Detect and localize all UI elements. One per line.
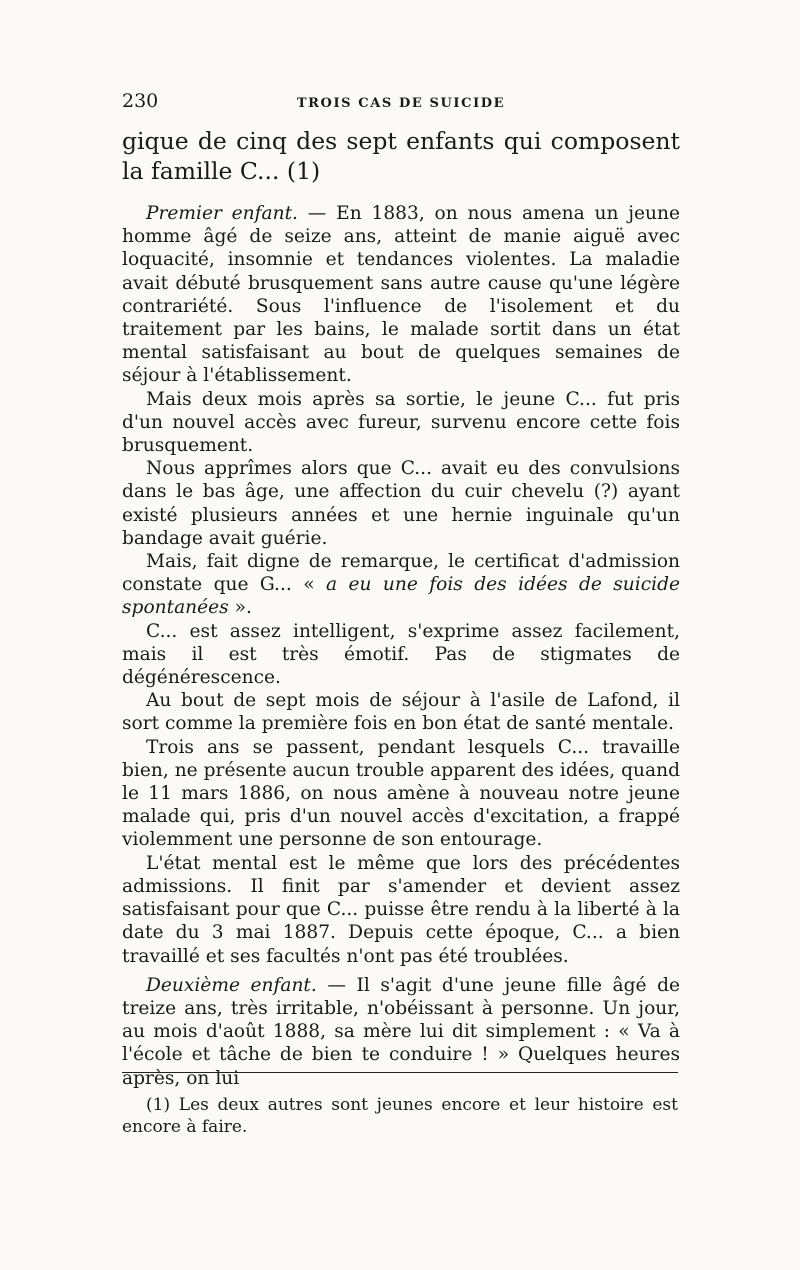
paragraph-text: ». <box>228 597 252 619</box>
paragraph: Trois ans se passent, pendant lesquels C... travaille bien, ne présente aucun trouble apparent des idées, quand le 11 mars 1886, on nous amène à nouveau notre jeune malade qui, pris d'un nouvel accès d'excitation, a frappé violemment une personne de son entourage. <box>122 736 680 851</box>
footnote <box>122 1094 678 1138</box>
paragraph-premier-enfant <box>122 202 680 388</box>
paragraph: Nous apprîmes alors que C... avait eu des convulsions dans le bas âge, une affection du cuir chevelu (?) ayant existé plusieurs années et une hernie inguinale qu'un bandage avait guérie. <box>122 458 680 549</box>
quoted-certificate: a eu une fois des idées de suicide spontanées <box>122 574 680 619</box>
footnote-divider <box>122 1072 678 1073</box>
paragraph: Au bout de sept mois de séjour à l'asile de Lafond, il sort comme la première fois en bon état de santé mentale. <box>122 690 680 735</box>
paragraph-text: Mais, fait digne de remarque, le certificat d'admission constate que G... « <box>122 551 680 596</box>
section-label-premier-enfant: Premier enfant. <box>146 203 298 224</box>
running-title: TROIS CAS DE SUICIDE <box>296 96 506 111</box>
paragraph: C... est assez intelligent, s'exprime assez facilement, mais il est très émotif. Pas de stigmates de dégénérescence. <box>122 620 680 689</box>
page-number: 230 <box>122 90 159 112</box>
lead-paragraph: gique de cinq des sept enfants qui composent la famille C... (1) <box>122 127 680 185</box>
main-text <box>122 202 680 1090</box>
footnote-text: (1) Les deux autres sont jeunes encore et leur histoire est encore à faire. <box>122 1095 678 1137</box>
page-header <box>122 90 680 120</box>
page-body <box>122 90 680 1090</box>
section-label-deuxieme-enfant: Deuxième enfant. <box>146 974 317 996</box>
paragraph-certificat <box>122 550 680 620</box>
paragraph-text: — En 1883, on nous amena un jeune homme âgé de seize ans, atteint de manie aiguë avec loquacité, insomnie et tendances violentes. La maladie avait débuté brusquement sans autre cause qu'une légère contrariété. Sous l'influence de l'isolement et du traitement par les bains, le malade sortit dans un état mental satisfaisant au bout de quelques semaines de séjour à l'établissement. <box>122 203 681 387</box>
paragraph: L'état mental est le même que lors des précédentes admissions. Il finit par s'amender et devient assez satisfaisant pour que C... puisse être rendu à la liberté à la date du 3 mai 1887. Depuis cette époque, C... a bien travaillé et ses facultés n'ont pas été troublées. <box>122 852 680 967</box>
paragraph: Mais deux mois après sa sortie, le jeune C... fut pris d'un nouvel accès avec fureur, survenu encore cette fois brusquement. <box>122 388 680 457</box>
paragraph-text: — Il s'agit d'une jeune fille âgé de treize ans, très irritable, n'obéissant à personne. Un jour, au mois d'août 1888, sa mère lui dit simplement : « Va à l'école et tâche de bien te conduire ! » Quelques heures après, on lui <box>122 974 680 1089</box>
